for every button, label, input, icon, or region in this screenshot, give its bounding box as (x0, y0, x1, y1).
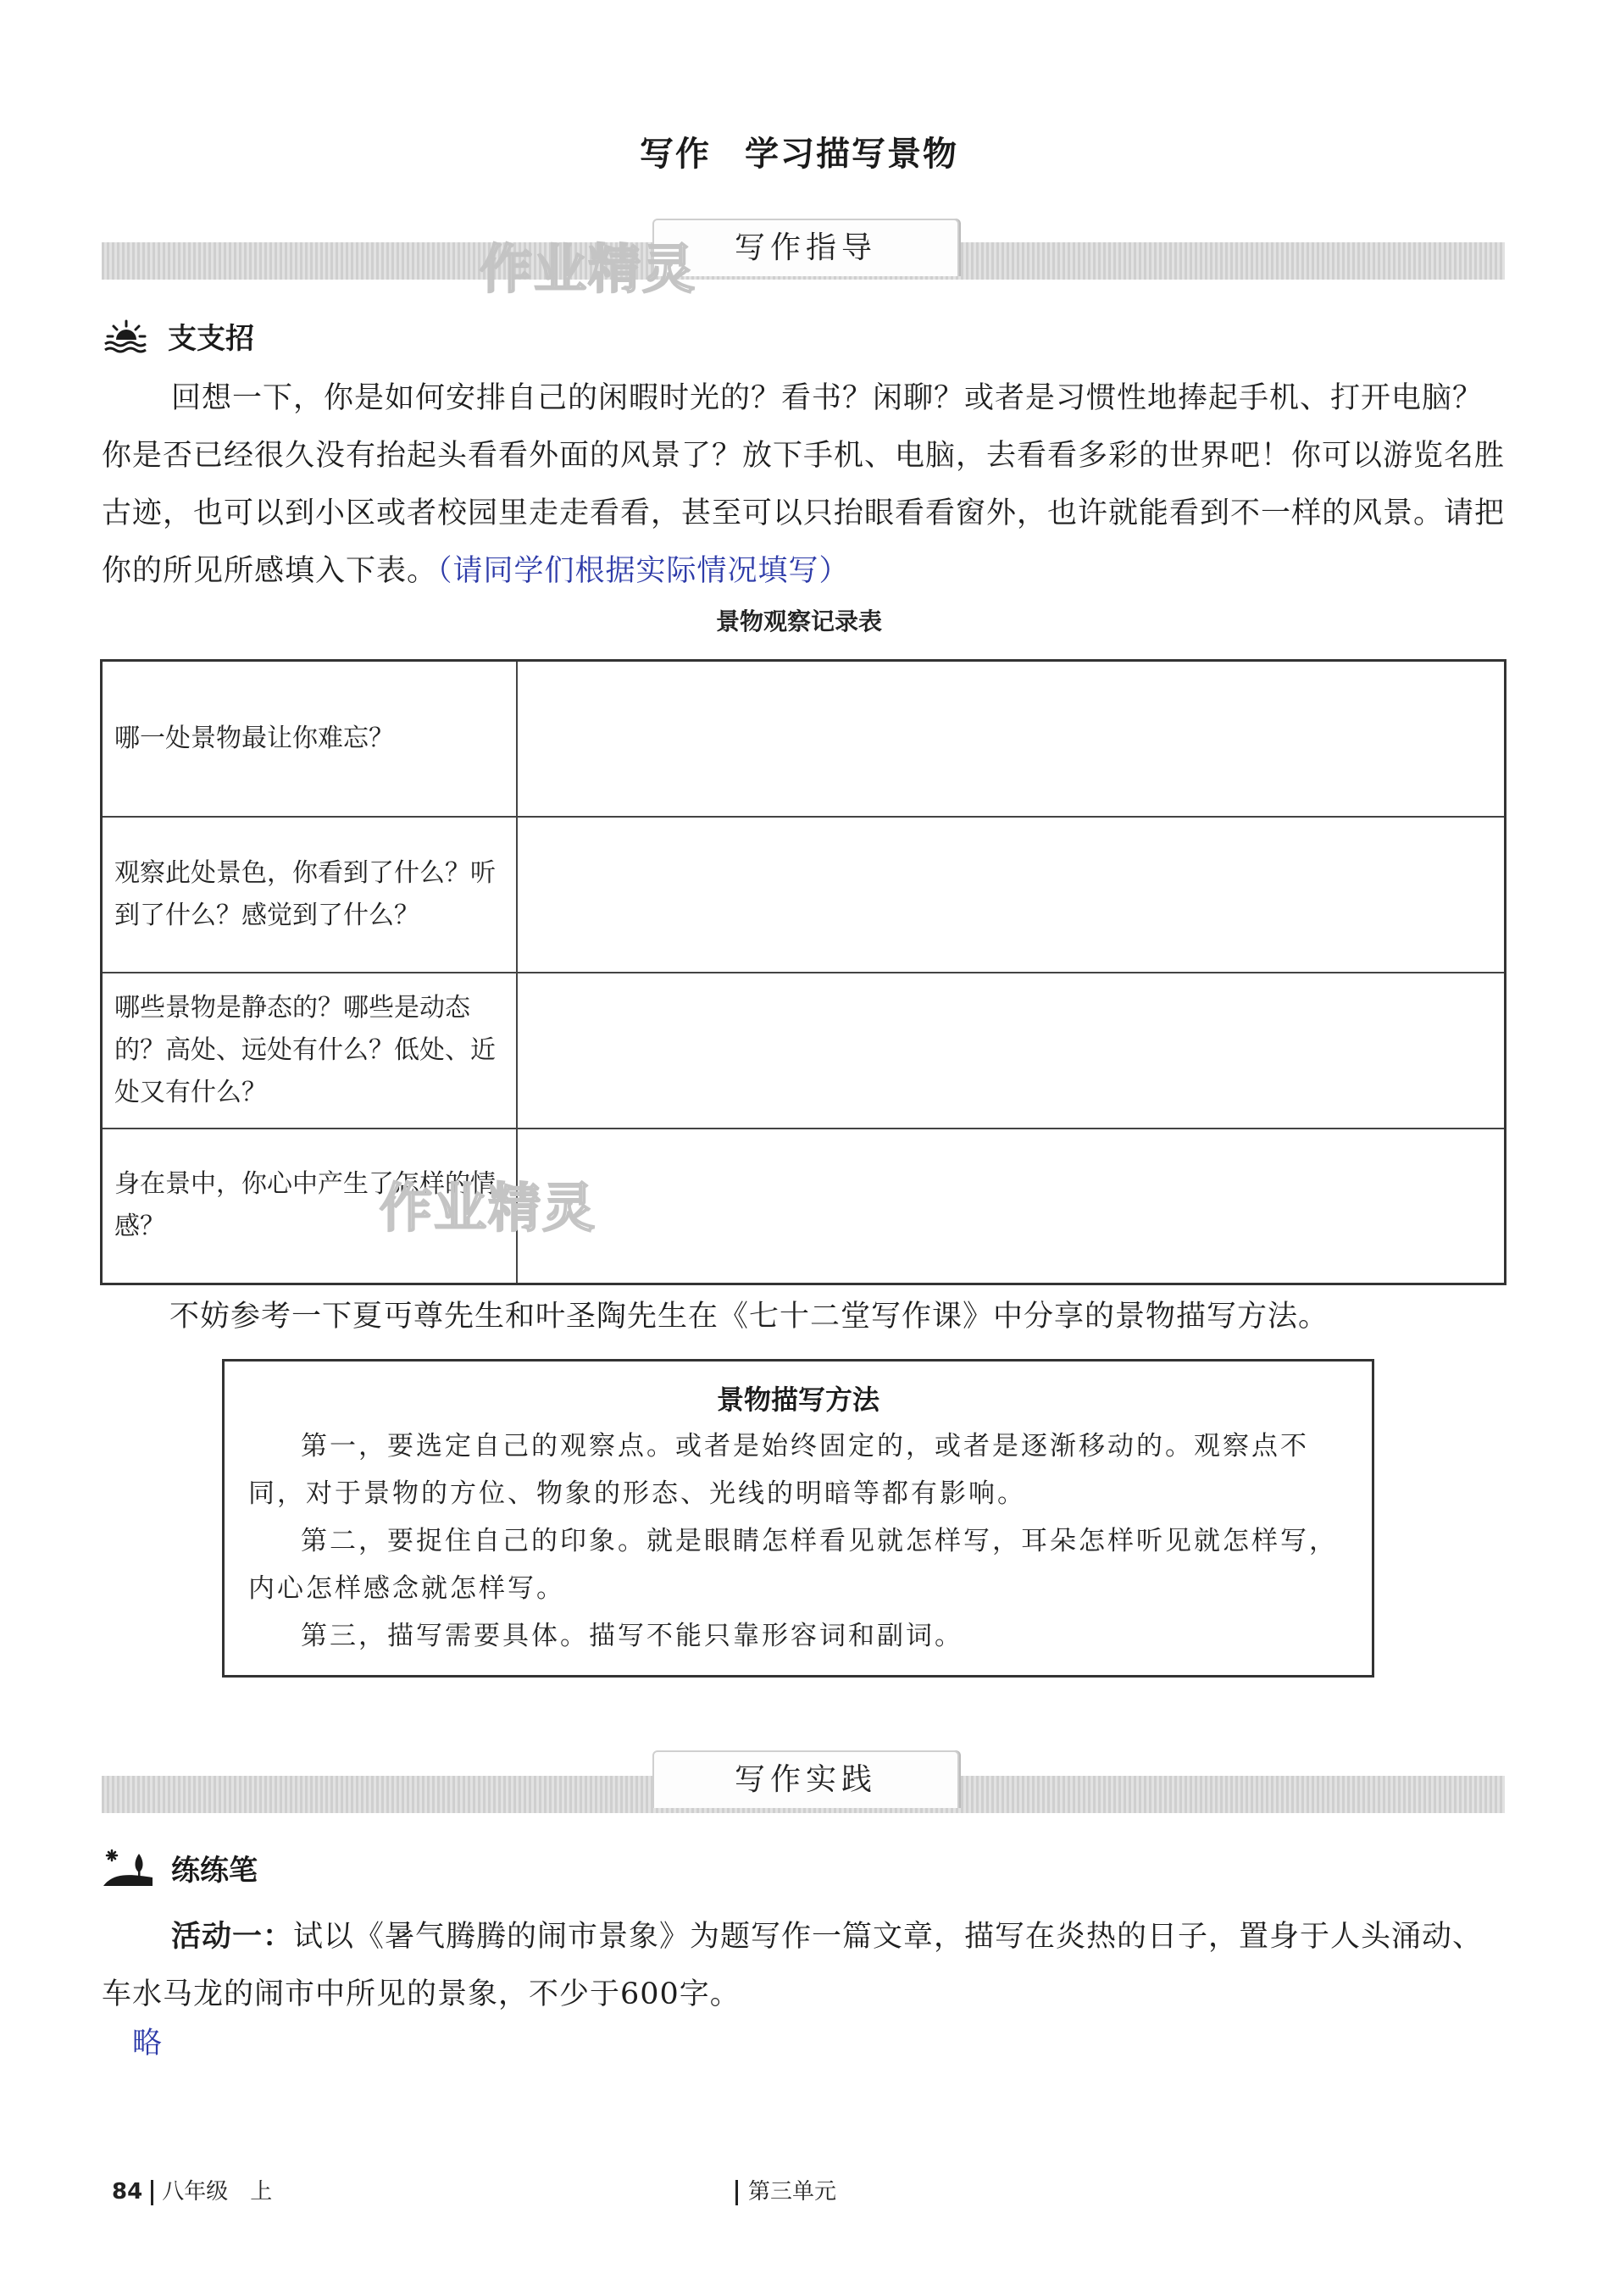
method-item: 第一，要选定自己的观察点。或者是始终固定的，或者是逐渐移动的。观察点不同，对于景物的方位、物象的形态、光线的明暗等都有影响。 (248, 1431, 1309, 1509)
intro-paragraph (102, 369, 1508, 600)
watermark-middle: 作业精灵 (380, 1177, 597, 1239)
activity-text: 试以《暑气腾腾的闹市景象》为题写作一篇文章，描写在炎热的日子，置身于人头涌动、车水马龙的闹市中所见的景象，不少于600字。 (102, 1920, 1484, 2011)
question-cell: 哪一处景物最让你难忘？ (102, 661, 518, 817)
reference-sentence: 不妨参考一下夏丏尊先生和叶圣陶先生在《七十二堂写作课》中分享的景物描写方法。 (169, 1300, 1329, 1334)
table-row (102, 1129, 1506, 1284)
method-item: 第三，描写需要具体。描写不能只靠形容词和副词。 (301, 1621, 963, 1651)
answer-cell[interactable] (517, 1129, 1506, 1284)
unit-label: 第三单元 (748, 2179, 837, 2204)
table-row (102, 817, 1506, 973)
title-part1: 写作 (640, 135, 711, 174)
practice-section-title: 练练笔 (171, 1854, 258, 1888)
question-cell: 哪些景物是静态的？哪些是动态的？高处、远处有什么？低处、近处又有什么？ (102, 973, 518, 1129)
answer-cell[interactable] (517, 817, 1506, 973)
question-cell: 观察此处景色，你看到了什么？听到了什么？感觉到了什么？ (102, 817, 518, 973)
table-row (102, 973, 1506, 1129)
practice-band-label: 写作实践 (652, 1750, 959, 1808)
method-item: 第二，要捉住自己的印象。就是眼睛怎样看见就怎样写，耳朵怎样听见就怎样写，内心怎样感念就怎样写。 (248, 1526, 1338, 1604)
table-title: 景物观察记录表 (715, 607, 882, 635)
tips-section-title: 支支招 (168, 322, 254, 356)
page-title (0, 127, 1598, 175)
page-number: 84 (112, 2179, 143, 2204)
activity-one (102, 1908, 1508, 2023)
guide-band-label: 写作指导 (652, 219, 959, 276)
table-row (102, 661, 1506, 817)
footer-left (112, 2174, 272, 2205)
landscape-icon (102, 1849, 154, 1888)
grade-label: 八年级 上 (162, 2179, 273, 2204)
intro-note: （请同学们根据实际情况填写） (437, 554, 850, 588)
sunrise-icon (102, 319, 151, 353)
activity-label: 活动一： (171, 1920, 294, 1954)
observation-table (100, 659, 1506, 1285)
footer-divider (735, 2180, 738, 2205)
title-part2: 学习描写景物 (745, 135, 958, 174)
footer-right (735, 2174, 836, 2205)
intro-text: 回想一下，你是如何安排自己的闲暇时光的？看书？闲聊？或者是习惯性地捧起手机、打开电脑？你是否已经很久没有抬起头看看外面的风景了？放下手机、电脑，去看看多彩的世界吧！你可以游览名胜古迹，也可以到小区或者校园里走走看看，甚至可以只抬眼看看窗外，也许就能看到不一样的风景。请把你的所见所感填入下表。 (102, 381, 1506, 588)
question-cell: 身在景中，你心中产生了怎样的情感？ (102, 1129, 518, 1284)
activity-answer: 略 (132, 2027, 163, 2060)
practice-section-heading (102, 1847, 258, 1888)
tips-section-heading (102, 315, 254, 357)
method-box (222, 1359, 1374, 1678)
answer-cell[interactable] (517, 661, 1506, 817)
method-box-title: 景物描写方法 (716, 1384, 879, 1416)
answer-cell[interactable] (517, 973, 1506, 1129)
footer-divider (151, 2180, 153, 2205)
